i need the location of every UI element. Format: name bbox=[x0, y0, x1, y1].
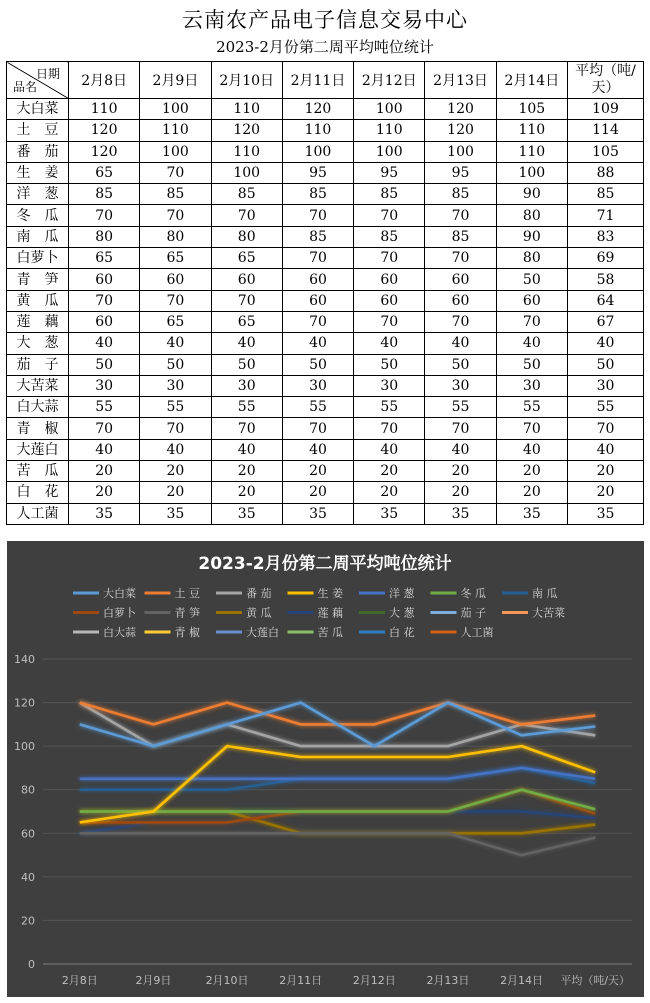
value-cell: 40 bbox=[354, 333, 425, 354]
legend-label: 南 瓜 bbox=[532, 587, 558, 600]
value-cell: 20 bbox=[140, 482, 211, 503]
product-name-cell: 白 花 bbox=[7, 482, 69, 503]
value-cell: 20 bbox=[140, 461, 211, 482]
y-tick-label: 20 bbox=[21, 914, 35, 928]
average-value-cell: 69 bbox=[568, 248, 644, 269]
value-cell: 90 bbox=[496, 226, 567, 247]
value-cell: 20 bbox=[282, 482, 353, 503]
value-cell: 65 bbox=[211, 248, 282, 269]
product-name-cell: 人工菌 bbox=[7, 503, 69, 524]
value-cell: 20 bbox=[425, 482, 496, 503]
line-chart bbox=[7, 541, 644, 997]
value-cell: 50 bbox=[282, 354, 353, 375]
chart-title: 2023-2月份第二周平均吨位统计 bbox=[198, 554, 452, 574]
value-cell: 110 bbox=[211, 99, 282, 120]
average-value-cell: 20 bbox=[568, 482, 644, 503]
x-tick-label: 2月10日 bbox=[205, 974, 249, 987]
legend-label: 莲 藕 bbox=[317, 606, 343, 620]
value-cell: 70 bbox=[425, 205, 496, 226]
average-value-cell: 64 bbox=[568, 290, 644, 311]
value-cell: 40 bbox=[140, 439, 211, 460]
value-cell: 100 bbox=[140, 99, 211, 120]
value-cell: 85 bbox=[354, 184, 425, 205]
value-cell: 110 bbox=[496, 141, 567, 162]
product-name-cell: 黄 瓜 bbox=[7, 290, 69, 311]
value-cell: 40 bbox=[282, 333, 353, 354]
product-name-cell: 青 笋 bbox=[7, 269, 69, 290]
value-cell: 95 bbox=[354, 162, 425, 183]
value-cell: 90 bbox=[496, 184, 567, 205]
value-cell: 85 bbox=[211, 184, 282, 205]
table-row bbox=[7, 333, 644, 354]
table-row bbox=[7, 290, 644, 311]
average-value-cell: 105 bbox=[568, 141, 644, 162]
column-header: 2月12日 bbox=[354, 62, 425, 99]
value-cell: 40 bbox=[140, 333, 211, 354]
value-cell: 60 bbox=[425, 290, 496, 311]
value-cell: 35 bbox=[211, 503, 282, 524]
legend-label: 青 笋 bbox=[174, 606, 200, 620]
value-cell: 85 bbox=[425, 184, 496, 205]
table-row bbox=[7, 482, 644, 503]
x-tick-label: 2月13日 bbox=[426, 974, 470, 987]
value-cell: 60 bbox=[496, 290, 567, 311]
value-cell: 100 bbox=[211, 162, 282, 183]
value-cell: 70 bbox=[140, 162, 211, 183]
corner-date-label: 日期 bbox=[35, 67, 60, 81]
value-cell: 50 bbox=[425, 354, 496, 375]
value-cell: 85 bbox=[425, 226, 496, 247]
value-cell: 20 bbox=[69, 461, 140, 482]
value-cell: 120 bbox=[69, 120, 140, 141]
value-cell: 30 bbox=[211, 375, 282, 396]
value-cell: 70 bbox=[425, 248, 496, 269]
product-name-cell: 南 瓜 bbox=[7, 226, 69, 247]
value-cell: 100 bbox=[496, 162, 567, 183]
y-tick-label: 0 bbox=[28, 958, 35, 971]
legend-label: 白大蒜 bbox=[103, 626, 136, 639]
value-cell: 95 bbox=[425, 162, 496, 183]
legend-label: 洋 葱 bbox=[389, 587, 415, 600]
series-line bbox=[80, 703, 595, 725]
average-value-cell: 71 bbox=[568, 205, 644, 226]
value-cell: 55 bbox=[69, 397, 140, 418]
value-cell: 35 bbox=[425, 503, 496, 524]
table-row bbox=[7, 311, 644, 332]
value-cell: 80 bbox=[69, 226, 140, 247]
average-value-cell: 109 bbox=[568, 99, 644, 120]
value-cell: 85 bbox=[140, 184, 211, 205]
table-row bbox=[7, 99, 644, 120]
product-name-cell: 莲 藕 bbox=[7, 311, 69, 332]
value-cell: 50 bbox=[140, 354, 211, 375]
value-cell: 35 bbox=[282, 503, 353, 524]
value-cell: 40 bbox=[354, 439, 425, 460]
value-cell: 60 bbox=[282, 290, 353, 311]
value-cell: 70 bbox=[354, 248, 425, 269]
value-cell: 40 bbox=[69, 333, 140, 354]
value-cell: 80 bbox=[211, 226, 282, 247]
value-cell: 30 bbox=[496, 375, 567, 396]
column-header: 2月14日 bbox=[496, 62, 567, 99]
value-cell: 55 bbox=[140, 397, 211, 418]
value-cell: 120 bbox=[69, 141, 140, 162]
value-cell: 50 bbox=[69, 354, 140, 375]
average-value-cell: 40 bbox=[568, 333, 644, 354]
legend-label: 白萝卜 bbox=[103, 606, 136, 620]
value-cell: 70 bbox=[354, 311, 425, 332]
table-row bbox=[7, 439, 644, 460]
product-name-cell: 大莲白 bbox=[7, 439, 69, 460]
value-cell: 60 bbox=[69, 269, 140, 290]
value-cell: 35 bbox=[140, 503, 211, 524]
value-cell: 100 bbox=[354, 99, 425, 120]
value-cell: 40 bbox=[425, 333, 496, 354]
value-cell: 85 bbox=[354, 226, 425, 247]
tonnage-table bbox=[6, 61, 644, 525]
value-cell: 70 bbox=[69, 290, 140, 311]
average-value-cell: 50 bbox=[568, 354, 644, 375]
value-cell: 70 bbox=[354, 205, 425, 226]
value-cell: 85 bbox=[282, 226, 353, 247]
average-value-cell: 70 bbox=[568, 418, 644, 439]
value-cell: 110 bbox=[354, 120, 425, 141]
table-row bbox=[7, 120, 644, 141]
legend-label: 冬 瓜 bbox=[460, 587, 486, 600]
product-name-cell: 苦 瓜 bbox=[7, 461, 69, 482]
value-cell: 100 bbox=[354, 141, 425, 162]
series-line bbox=[80, 768, 595, 779]
value-cell: 70 bbox=[282, 205, 353, 226]
legend-label: 大白菜 bbox=[103, 587, 136, 600]
value-cell: 30 bbox=[69, 375, 140, 396]
value-cell: 20 bbox=[211, 482, 282, 503]
value-cell: 20 bbox=[496, 461, 567, 482]
value-cell: 20 bbox=[425, 461, 496, 482]
value-cell: 80 bbox=[496, 248, 567, 269]
value-cell: 70 bbox=[140, 418, 211, 439]
x-tick-label: 2月12日 bbox=[352, 974, 396, 987]
y-tick-label: 100 bbox=[14, 740, 35, 754]
value-cell: 70 bbox=[282, 418, 353, 439]
value-cell: 70 bbox=[282, 248, 353, 269]
value-cell: 35 bbox=[69, 503, 140, 524]
value-cell: 70 bbox=[140, 290, 211, 311]
value-cell: 65 bbox=[140, 248, 211, 269]
average-value-cell: 83 bbox=[568, 226, 644, 247]
table-corner-cell bbox=[7, 62, 69, 99]
value-cell: 70 bbox=[354, 418, 425, 439]
value-cell: 70 bbox=[496, 418, 567, 439]
legend-label: 生 姜 bbox=[317, 587, 343, 600]
average-value-cell: 114 bbox=[568, 120, 644, 141]
value-cell: 100 bbox=[140, 141, 211, 162]
value-cell: 50 bbox=[496, 354, 567, 375]
value-cell: 60 bbox=[425, 269, 496, 290]
y-tick-label: 40 bbox=[21, 870, 35, 884]
value-cell: 20 bbox=[354, 461, 425, 482]
column-header: 2月11日 bbox=[282, 62, 353, 99]
legend-label: 黄 瓜 bbox=[246, 606, 272, 620]
average-value-cell: 88 bbox=[568, 162, 644, 183]
value-cell: 95 bbox=[282, 162, 353, 183]
value-cell: 100 bbox=[425, 141, 496, 162]
y-tick-label: 80 bbox=[21, 783, 35, 797]
column-header: 2月10日 bbox=[211, 62, 282, 99]
legend-label: 茄 子 bbox=[460, 606, 486, 620]
value-cell: 60 bbox=[354, 269, 425, 290]
x-tick-label: 2月8日 bbox=[61, 974, 98, 987]
value-cell: 120 bbox=[282, 99, 353, 120]
value-cell: 120 bbox=[425, 99, 496, 120]
series-line bbox=[80, 790, 595, 823]
value-cell: 100 bbox=[282, 141, 353, 162]
value-cell: 30 bbox=[282, 375, 353, 396]
value-cell: 50 bbox=[354, 354, 425, 375]
value-cell: 20 bbox=[354, 482, 425, 503]
value-cell: 70 bbox=[211, 290, 282, 311]
average-value-cell: 35 bbox=[568, 503, 644, 524]
line-chart-panel bbox=[7, 541, 644, 997]
legend-label: 青 椒 bbox=[174, 626, 200, 639]
value-cell: 60 bbox=[354, 290, 425, 311]
legend-label: 人工菌 bbox=[460, 626, 494, 639]
value-cell: 110 bbox=[69, 99, 140, 120]
value-cell: 50 bbox=[496, 269, 567, 290]
product-name-cell: 大白菜 bbox=[7, 99, 69, 120]
table-row bbox=[7, 397, 644, 418]
value-cell: 85 bbox=[69, 184, 140, 205]
column-header: 2月13日 bbox=[425, 62, 496, 99]
value-cell: 110 bbox=[496, 120, 567, 141]
column-header: 2月8日 bbox=[69, 62, 140, 99]
value-cell: 40 bbox=[282, 439, 353, 460]
page-title: 云南农产品电子信息交易中心 bbox=[182, 8, 468, 32]
value-cell: 65 bbox=[69, 162, 140, 183]
column-header: 2月9日 bbox=[140, 62, 211, 99]
value-cell: 20 bbox=[496, 482, 567, 503]
average-value-cell: 85 bbox=[568, 184, 644, 205]
table-row bbox=[7, 354, 644, 375]
value-cell: 70 bbox=[211, 205, 282, 226]
value-cell: 60 bbox=[140, 269, 211, 290]
corner-name-label: 品名 bbox=[13, 80, 38, 94]
average-value-cell: 67 bbox=[568, 311, 644, 332]
value-cell: 85 bbox=[282, 184, 353, 205]
value-cell: 70 bbox=[69, 205, 140, 226]
product-name-cell: 冬 瓜 bbox=[7, 205, 69, 226]
value-cell: 80 bbox=[140, 226, 211, 247]
average-value-cell: 58 bbox=[568, 269, 644, 290]
x-tick-label: 2月11日 bbox=[279, 974, 323, 987]
value-cell: 110 bbox=[211, 141, 282, 162]
product-name-cell: 青 椒 bbox=[7, 418, 69, 439]
table-header-row bbox=[7, 62, 644, 99]
y-tick-label: 60 bbox=[21, 827, 35, 841]
value-cell: 70 bbox=[425, 311, 496, 332]
value-cell: 55 bbox=[496, 397, 567, 418]
page-subtitle: 2023-2月份第二周平均吨位统计 bbox=[216, 38, 434, 56]
value-cell: 40 bbox=[211, 439, 282, 460]
table-row bbox=[7, 162, 644, 183]
table-row bbox=[7, 461, 644, 482]
value-cell: 40 bbox=[425, 439, 496, 460]
value-cell: 55 bbox=[282, 397, 353, 418]
table-row bbox=[7, 248, 644, 269]
value-cell: 35 bbox=[354, 503, 425, 524]
legend-label: 大 葱 bbox=[389, 606, 415, 620]
legend-label: 苦 瓜 bbox=[317, 626, 343, 639]
value-cell: 40 bbox=[496, 439, 567, 460]
value-cell: 110 bbox=[282, 120, 353, 141]
value-cell: 20 bbox=[282, 461, 353, 482]
table-row bbox=[7, 184, 644, 205]
product-name-cell: 洋 葱 bbox=[7, 184, 69, 205]
value-cell: 60 bbox=[282, 269, 353, 290]
average-value-cell: 20 bbox=[568, 461, 644, 482]
value-cell: 40 bbox=[496, 333, 567, 354]
value-cell: 70 bbox=[425, 418, 496, 439]
table-row bbox=[7, 269, 644, 290]
x-tick-label: 2月9日 bbox=[135, 974, 172, 987]
table-row bbox=[7, 205, 644, 226]
table-row bbox=[7, 141, 644, 162]
value-cell: 30 bbox=[425, 375, 496, 396]
average-value-cell: 55 bbox=[568, 397, 644, 418]
product-name-cell: 白大蒜 bbox=[7, 397, 69, 418]
value-cell: 120 bbox=[425, 120, 496, 141]
value-cell: 30 bbox=[354, 375, 425, 396]
value-cell: 30 bbox=[140, 375, 211, 396]
column-header-average: 平均（吨/天） bbox=[568, 62, 644, 99]
value-cell: 110 bbox=[140, 120, 211, 141]
legend-label: 大苦菜 bbox=[532, 606, 565, 620]
value-cell: 105 bbox=[496, 99, 567, 120]
value-cell: 120 bbox=[211, 120, 282, 141]
value-cell: 70 bbox=[140, 205, 211, 226]
value-cell: 20 bbox=[211, 461, 282, 482]
legend-label: 番 茄 bbox=[246, 587, 272, 600]
value-cell: 60 bbox=[69, 311, 140, 332]
value-cell: 70 bbox=[69, 418, 140, 439]
value-cell: 55 bbox=[425, 397, 496, 418]
product-name-cell: 土 豆 bbox=[7, 120, 69, 141]
product-name-cell: 大 葱 bbox=[7, 333, 69, 354]
value-cell: 20 bbox=[69, 482, 140, 503]
product-name-cell: 白萝卜 bbox=[7, 248, 69, 269]
value-cell: 55 bbox=[354, 397, 425, 418]
value-cell: 35 bbox=[496, 503, 567, 524]
value-cell: 65 bbox=[211, 311, 282, 332]
table-body bbox=[7, 99, 644, 525]
value-cell: 40 bbox=[211, 333, 282, 354]
product-name-cell: 生 姜 bbox=[7, 162, 69, 183]
table-row bbox=[7, 418, 644, 439]
value-cell: 65 bbox=[69, 248, 140, 269]
x-tick-label: 2月14日 bbox=[500, 974, 544, 987]
y-tick-label: 120 bbox=[14, 696, 35, 710]
value-cell: 80 bbox=[496, 205, 567, 226]
product-name-cell: 番 茄 bbox=[7, 141, 69, 162]
value-cell: 70 bbox=[211, 418, 282, 439]
value-cell: 50 bbox=[211, 354, 282, 375]
value-cell: 55 bbox=[211, 397, 282, 418]
x-tick-label: 平均（吨/天） bbox=[560, 974, 631, 987]
product-name-cell: 茄 子 bbox=[7, 354, 69, 375]
value-cell: 60 bbox=[211, 269, 282, 290]
table-row bbox=[7, 503, 644, 524]
table-row bbox=[7, 226, 644, 247]
table-row bbox=[7, 375, 644, 396]
value-cell: 70 bbox=[282, 311, 353, 332]
value-cell: 70 bbox=[496, 311, 567, 332]
value-cell: 65 bbox=[140, 311, 211, 332]
average-value-cell: 40 bbox=[568, 439, 644, 460]
legend-label: 大莲白 bbox=[246, 626, 279, 639]
legend-label: 白 花 bbox=[389, 626, 415, 639]
y-tick-label: 140 bbox=[14, 653, 35, 666]
legend-label: 土 豆 bbox=[174, 587, 200, 600]
value-cell: 40 bbox=[69, 439, 140, 460]
product-name-cell: 大苦菜 bbox=[7, 375, 69, 396]
average-value-cell: 30 bbox=[568, 375, 644, 396]
